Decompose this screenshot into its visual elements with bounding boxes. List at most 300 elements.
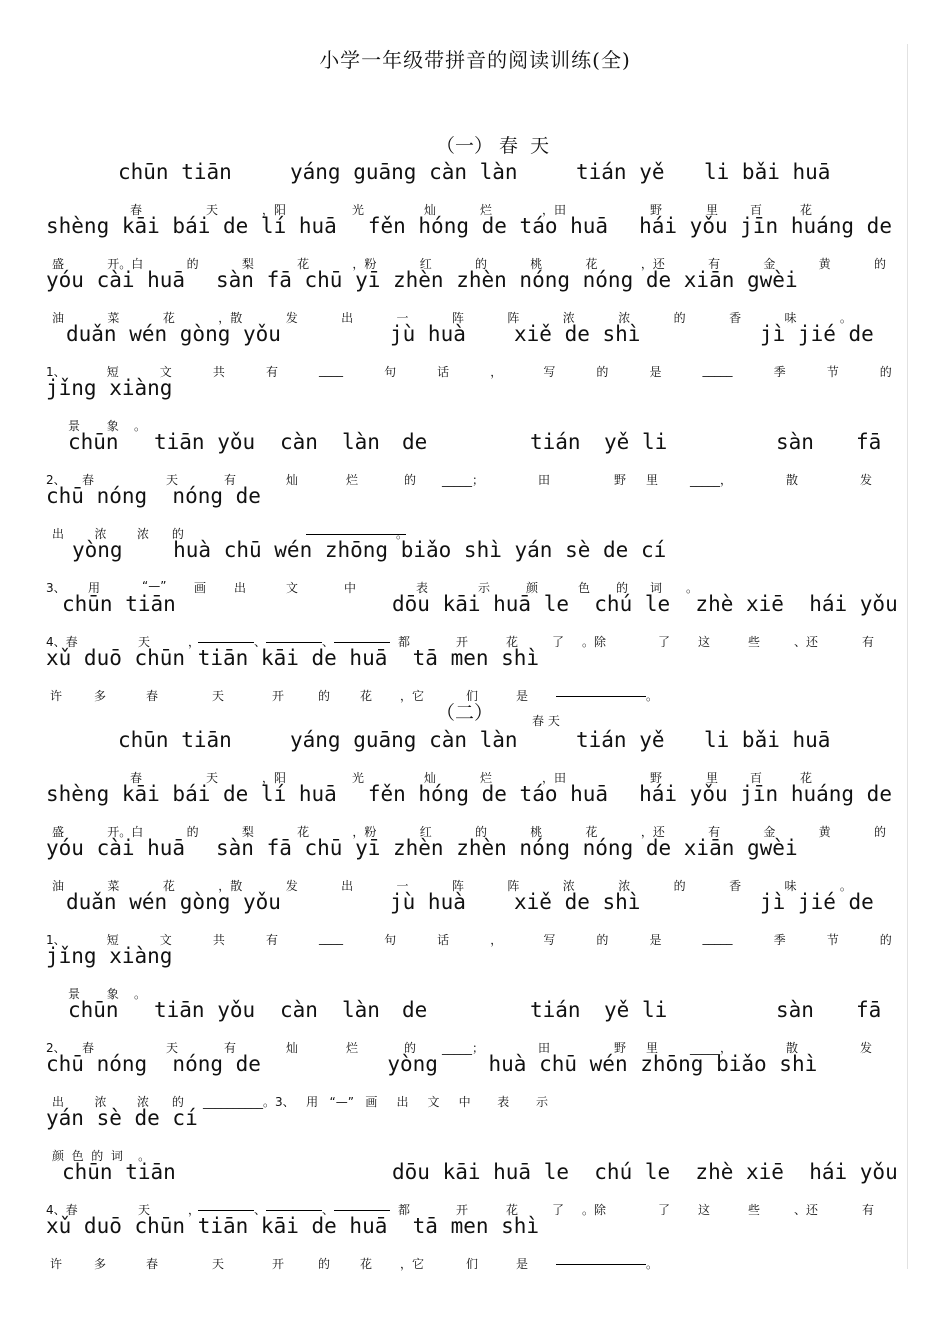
hanzi-char: 画: [194, 581, 207, 595]
pinyin-text: yáng guāng càn làn: [290, 160, 518, 184]
hanzi-char: 浓: [562, 311, 575, 325]
hanzi-char: 天: [166, 1041, 179, 1055]
pinyin-text: yóu cài huā: [46, 836, 186, 860]
pinyin-text: xǔ duō chūn tiān kāi de huā tā men shì: [46, 1214, 540, 1238]
hanzi-char: 文: [159, 933, 172, 947]
pinyin-text: tián: [530, 998, 581, 1022]
answer-blank[interactable]: _____，: [690, 473, 733, 487]
pinyin-text: yán sè de cí: [46, 1106, 198, 1130]
pinyin-text: jù huà: [390, 890, 466, 914]
separator-mark: 、: [254, 635, 267, 649]
hanzi-char: ，阳: [262, 203, 287, 217]
hanzi-char: “—”: [142, 579, 167, 593]
s1-q4-pinyin-2: [46, 646, 892, 674]
pinyin-text: dōu kāi huā le chú le zhè xiē hái yǒu: [392, 1160, 898, 1184]
pinyin-text: chūn tiān: [62, 1160, 176, 1184]
hanzi-char: 桃: [530, 257, 543, 271]
hanzi-char: 有: [862, 1203, 875, 1217]
hanzi-char: 写: [543, 933, 556, 947]
answer-blank[interactable]: _____: [702, 363, 733, 377]
hanzi-char: 写: [543, 365, 556, 379]
hanzi-char: 发: [860, 473, 873, 487]
hanzi-char: 百: [750, 203, 763, 217]
question-number: 1、: [46, 365, 66, 379]
hanzi-char: 的: [673, 879, 686, 893]
pinyin-text: chū nóng nóng de yòng huà chū wén zhōng biǎo shì: [46, 1052, 818, 1076]
hanzi-char: 的: [616, 581, 629, 595]
hanzi-char: 了: [552, 1203, 565, 1217]
hanzi-char: 话: [437, 365, 450, 379]
pinyin-text: yòng huà chū wén zhōng biǎo shì yán sè de cí: [72, 538, 667, 562]
hanzi-char: 花: [297, 825, 310, 839]
hanzi-char: 一: [396, 311, 409, 325]
hanzi-char: 田: [538, 1041, 551, 1055]
hanzi-char: 有: [708, 825, 721, 839]
hanzi-char: 、还: [794, 635, 819, 649]
hanzi-char: 文: [286, 581, 299, 595]
hanzi-char: 的: [404, 1041, 417, 1055]
hanzi-char: 色: [578, 581, 591, 595]
hanzi-char: 花: [506, 1203, 519, 1217]
hanzi-char: 出: [341, 311, 354, 325]
hanzi-char: 味: [784, 311, 797, 325]
hanzi-char: 都: [398, 635, 411, 649]
pinyin-text: xiě de shì: [514, 890, 641, 914]
hanzi-text: 景 象 。: [68, 987, 146, 1001]
pinyin-text: li: [642, 998, 668, 1022]
hanzi-char: 灿: [424, 771, 437, 785]
hanzi-char: 梨: [241, 825, 254, 839]
pinyin-text: càn: [280, 430, 318, 454]
s1-q2-pinyin-2: [46, 484, 892, 512]
hanzi-char: 颜: [526, 581, 539, 595]
hanzi-char: 文: [159, 365, 172, 379]
hanzi-char: 示: [478, 581, 491, 595]
pinyin-text: jù huà: [390, 322, 466, 346]
pinyin-text: yě: [604, 430, 630, 454]
hanzi-char: 春: [82, 473, 95, 487]
hanzi-char: 的: [873, 825, 886, 839]
s2-q1-pinyin: [46, 890, 892, 918]
period-mark: 。: [396, 527, 409, 541]
hanzi-char: 的: [186, 257, 199, 271]
hanzi-char: 春: [146, 689, 159, 703]
hanzi-char: 花: [360, 1257, 373, 1271]
hanzi-char: 春: [146, 1257, 159, 1271]
pinyin-text: xǔ duō chūn tiān kāi de huā tā men shì: [46, 646, 540, 670]
hanzi-char: ，它: [400, 689, 425, 703]
hanzi-text: 颜 色 的 词 。: [52, 1149, 151, 1163]
hanzi-char: 有: [224, 1041, 237, 1055]
hanzi-char: ，田: [542, 771, 567, 785]
hanzi-char: 花: [162, 311, 175, 325]
hanzi-char: 都: [398, 1203, 411, 1217]
hanzi-char: 野: [614, 473, 627, 487]
hanzi-char: 金: [763, 825, 776, 839]
hanzi-char: 黄: [818, 257, 831, 271]
answer-blank[interactable]: [306, 523, 406, 535]
answer-blank[interactable]: [266, 631, 322, 643]
hanzi-char: ，: [188, 1203, 201, 1217]
hanzi-char: ，粉: [352, 257, 377, 271]
pinyin-text: tiān yǒu: [154, 430, 256, 454]
answer-blank[interactable]: [556, 1253, 646, 1265]
answer-blank[interactable]: ____: [319, 931, 344, 945]
separator-mark: 、: [322, 635, 335, 649]
hanzi-char: 菜: [107, 879, 120, 893]
hanzi-char: 梨: [241, 257, 254, 271]
pinyin-text: tián yě: [576, 728, 665, 752]
pinyin-text: li: [642, 430, 668, 454]
pinyin-text: sàn: [776, 998, 814, 1022]
pinyin-text: fěn hóng de táo huā: [367, 782, 609, 806]
pinyin-text: sàn fā chū yī zhèn zhèn nóng nóng de xiān gwèi: [216, 268, 798, 292]
hanzi-char: 词: [650, 581, 663, 595]
hanzi-char: 表: [416, 581, 429, 595]
question-number: 4、春: [46, 1203, 78, 1217]
hanzi-char: ，粉: [352, 825, 377, 839]
pinyin-text: li bǎi huā: [704, 728, 831, 752]
hanzi-char: 了: [658, 1203, 671, 1217]
hanzi-char: 里: [706, 203, 719, 217]
hanzi-char: 句: [384, 933, 397, 947]
hanzi-char: 共: [212, 933, 225, 947]
pinyin-text: sàn fā chū yī zhèn zhèn nóng nóng de xiān gwèi: [216, 836, 798, 860]
hanzi-char: 红: [419, 825, 432, 839]
period-mark: 。: [646, 689, 659, 703]
hanzi-char: 短: [106, 933, 119, 947]
hanzi-char: 桃: [530, 825, 543, 839]
s2-q4-hanzi-2: [46, 1255, 892, 1271]
hanzi-char: 了: [552, 635, 565, 649]
hanzi-char: 灿: [424, 203, 437, 217]
hanzi-char: 发: [285, 311, 298, 325]
hanzi-char: 有: [862, 635, 875, 649]
hanzi-char: 有: [265, 365, 278, 379]
s2-pinyin-line-2: [46, 782, 892, 810]
hanzi-char: 们: [466, 1257, 479, 1271]
answer-blank[interactable]: _____，: [690, 1041, 733, 1055]
hanzi-char: 们: [466, 689, 479, 703]
hanzi-char: 是: [516, 1257, 529, 1271]
hanzi-char: 开: [272, 689, 285, 703]
hanzi-char: 灿: [286, 1041, 299, 1055]
question-number: 2、: [46, 1041, 66, 1055]
hanzi-char: 百: [750, 771, 763, 785]
hanzi-text: 出 浓 浓 的 __________。3、 用 “—” 画 出 文 中 表 示: [52, 1095, 549, 1109]
pinyin-text: shèng kāi bái de lí huā: [46, 782, 337, 806]
hanzi-char: 。除: [582, 1203, 607, 1217]
hanzi-char: 野: [614, 1041, 627, 1055]
page-title: 小学一年级带拼音的阅读训练(全): [319, 48, 631, 72]
pinyin-text: làn: [342, 430, 380, 454]
pinyin-text: xiě de shì: [514, 322, 641, 346]
hanzi-char: ，阳: [262, 771, 287, 785]
pinyin-text: fā: [856, 998, 882, 1022]
hanzi-char: ，: [490, 365, 503, 379]
hanzi-char: 阵: [507, 879, 520, 893]
hanzi-char: 野: [650, 771, 663, 785]
hanzi-char: 多: [94, 1257, 107, 1271]
hanzi-char: ，还: [640, 257, 665, 271]
hanzi-char: 开: [456, 635, 469, 649]
hanzi-char: 季: [773, 933, 786, 947]
hanzi-char: 菜: [107, 311, 120, 325]
s2-q2-pinyin: [46, 998, 892, 1026]
hanzi-char: 话: [437, 933, 450, 947]
hanzi-char: ，田: [542, 203, 567, 217]
pinyin-text: chūn: [68, 430, 119, 454]
page-edge-line: [907, 44, 908, 1269]
hanzi-char: 天: [206, 203, 219, 217]
hanzi-char: 天: [212, 689, 225, 703]
period-mark: 。: [646, 1257, 659, 1271]
pinyin-text: de: [402, 998, 428, 1022]
hanzi-char: 。除: [582, 635, 607, 649]
hanzi-char: 天: [206, 771, 219, 785]
hanzi-char: 用: [88, 581, 101, 595]
s2-q4-pinyin: [46, 1160, 898, 1188]
hanzi-char: 红: [419, 257, 432, 271]
hanzi-char: 节: [826, 365, 839, 379]
hanzi-char: 田: [538, 473, 551, 487]
hanzi-char: 散: [786, 1041, 799, 1055]
pinyin-text: li bǎi huā: [704, 160, 831, 184]
hanzi-char: 的: [404, 473, 417, 487]
pinyin-text: fěn hóng de táo huā: [367, 214, 609, 238]
section-2-heading: （二）: [436, 702, 494, 724]
hanzi-char: 是: [649, 365, 662, 379]
s1-q4-pinyin: [46, 592, 898, 620]
answer-blank[interactable]: _____；: [442, 473, 485, 487]
hanzi-char: 。: [839, 879, 852, 893]
answer-blank[interactable]: ____: [319, 363, 344, 377]
hanzi-char: 里: [706, 771, 719, 785]
question-number: 3、: [46, 581, 66, 595]
hanzi-char: 有: [224, 473, 237, 487]
s2-q3-pinyin: [46, 1106, 892, 1134]
hanzi-char: 开: [272, 1257, 285, 1271]
hanzi-char: 烂: [346, 473, 359, 487]
hanzi-char: 季: [773, 365, 786, 379]
hanzi-char: 油: [52, 311, 65, 325]
answer-blank[interactable]: [198, 1199, 254, 1211]
hanzi-text: 出 浓 浓 的: [52, 527, 184, 541]
hanzi-char: 开。白: [107, 825, 144, 839]
hanzi-char: 发: [285, 879, 298, 893]
hanzi-char: ，它: [400, 1257, 425, 1271]
hanzi-char: 。: [686, 581, 699, 595]
hanzi-char: 花: [585, 825, 598, 839]
hanzi-char: 灿: [286, 473, 299, 487]
hanzi-char: 的: [873, 257, 886, 271]
section-1-heading: （一） 春 天: [436, 135, 550, 157]
pinyin-text: tiān yǒu: [154, 998, 256, 1022]
hanzi-char: 盛: [52, 825, 65, 839]
hanzi-char: 。: [839, 311, 852, 325]
hanzi-char: 花: [297, 257, 310, 271]
pinyin-text: jì jié de: [760, 890, 874, 914]
s2-q4-pinyin-2: [46, 1214, 892, 1242]
pinyin-text: tián: [530, 430, 581, 454]
question-number: 1、: [46, 933, 66, 947]
hanzi-char: 开。白: [107, 257, 144, 271]
s1-q2-pinyin: [46, 430, 892, 458]
pinyin-text: tián yě: [576, 160, 665, 184]
hanzi-char: 烂: [346, 1041, 359, 1055]
hanzi-char: 花: [585, 257, 598, 271]
hanzi-char: 的: [879, 365, 892, 379]
hanzi-char: 了: [658, 635, 671, 649]
heading-text: 春 天: [532, 714, 560, 728]
hanzi-char: 阵: [451, 311, 464, 325]
s1-q1-pinyin: [46, 322, 892, 350]
hanzi-char: 金: [763, 257, 776, 271]
hanzi-char: 花: [360, 689, 373, 703]
hanzi-char: 天: [166, 473, 179, 487]
hanzi-char: 出: [341, 879, 354, 893]
hanzi-char: 的: [596, 365, 609, 379]
hanzi-char: 油: [52, 879, 65, 893]
hanzi-char: ，: [490, 933, 503, 947]
hanzi-char: 共: [212, 365, 225, 379]
s2-pinyin-line-3: [46, 836, 892, 864]
separator-mark: 、: [322, 1203, 335, 1217]
answer-blank[interactable]: [266, 1199, 322, 1211]
pinyin-text: chū nóng nóng de: [46, 484, 261, 508]
s1-q3-pinyin: [46, 538, 892, 566]
hanzi-char: 出: [234, 581, 247, 595]
section-2-subheading: [532, 712, 592, 728]
pinyin-text: càn: [280, 998, 318, 1022]
pinyin-text: chūn tiān: [118, 728, 232, 752]
pinyin-text: dōu kāi huā le chú le zhè xiē hái yǒu: [392, 592, 898, 616]
question-number: 2、: [46, 473, 66, 487]
hanzi-char: ，散: [218, 879, 243, 893]
hanzi-char: ，: [188, 635, 201, 649]
pinyin-text: duǎn wén gòng yǒu: [66, 890, 281, 914]
hanzi-char: 节: [826, 933, 839, 947]
hanzi-char: 些: [748, 635, 761, 649]
pinyin-text: sàn: [776, 430, 814, 454]
pinyin-text: de: [402, 430, 428, 454]
s1-pinyin-line-2: [46, 214, 892, 242]
pinyin-text: chūn tiān: [118, 160, 232, 184]
s2-q2-pinyin-2: [46, 1052, 892, 1080]
hanzi-char: 句: [384, 365, 397, 379]
hanzi-char: 天: [212, 1257, 225, 1271]
answer-blank[interactable]: [556, 685, 646, 697]
answer-blank[interactable]: [334, 1199, 390, 1211]
hanzi-char: 野: [650, 203, 663, 217]
hanzi-char: 花: [800, 203, 813, 217]
hanzi-char: 春: [130, 771, 143, 785]
hanzi-char: 的: [879, 933, 892, 947]
hanzi-char: 香: [729, 879, 742, 893]
hanzi-char: 这: [698, 635, 711, 649]
hanzi-char: 有: [708, 257, 721, 271]
hanzi-char: 些: [748, 1203, 761, 1217]
hanzi-char: 浓: [618, 879, 631, 893]
hanzi-char: 光: [352, 771, 365, 785]
hanzi-char: 阵: [507, 311, 520, 325]
pinyin-text: làn: [342, 998, 380, 1022]
pinyin-text: chūn tiān: [62, 592, 176, 616]
s1-pinyin-line-1: [46, 160, 892, 188]
hanzi-char: 的: [318, 689, 331, 703]
hanzi-char: 香: [729, 311, 742, 325]
answer-blank[interactable]: [198, 631, 254, 643]
pinyin-text: jì jié de: [760, 322, 874, 346]
hanzi-char: 开: [456, 1203, 469, 1217]
hanzi-char: 烂: [480, 203, 493, 217]
pinyin-text: yáng guāng càn làn: [290, 728, 518, 752]
hanzi-char: 的: [474, 825, 487, 839]
pinyin-text: jǐng xiàng: [46, 944, 173, 968]
hanzi-char: 花: [162, 879, 175, 893]
pinyin-text: fā: [856, 430, 882, 454]
hanzi-char: 味: [784, 879, 797, 893]
hanzi-char: 短: [106, 365, 119, 379]
pinyin-text: shèng kāi bái de lí huā: [46, 214, 337, 238]
hanzi-char: 光: [352, 203, 365, 217]
pinyin-text: chūn: [68, 998, 119, 1022]
hanzi-char: 里: [646, 1041, 659, 1055]
hanzi-char: 的: [474, 257, 487, 271]
s2-pinyin-line-1: [46, 728, 892, 756]
hanzi-char: 春: [82, 1041, 95, 1055]
pinyin-text: yóu cài huā: [46, 268, 186, 292]
pinyin-text: yě: [604, 998, 630, 1022]
hanzi-char: 里: [646, 473, 659, 487]
hanzi-char: 是: [516, 689, 529, 703]
hanzi-char: 的: [673, 311, 686, 325]
hanzi-char: ，还: [640, 825, 665, 839]
hanzi-char: 散: [786, 473, 799, 487]
hanzi-char: 是: [649, 933, 662, 947]
hanzi-char: 、还: [794, 1203, 819, 1217]
hanzi-char: 黄: [818, 825, 831, 839]
hanzi-char: 烂: [480, 771, 493, 785]
hanzi-char: 这: [698, 1203, 711, 1217]
hanzi-char: 盛: [52, 257, 65, 271]
hanzi-char: 的: [596, 933, 609, 947]
hanzi-char: 发: [860, 1041, 873, 1055]
hanzi-char: 中: [344, 581, 357, 595]
separator-mark: 、: [254, 1203, 267, 1217]
hanzi-char: 许: [50, 689, 63, 703]
pinyin-text: hái yǒu jīn huáng de: [639, 214, 892, 238]
hanzi-char: 有: [265, 933, 278, 947]
s2-q1-pinyin-2: [46, 944, 892, 972]
hanzi-char: ，散: [218, 311, 243, 325]
answer-blank[interactable]: [334, 631, 390, 643]
answer-blank[interactable]: _____: [702, 931, 733, 945]
hanzi-char: 一: [396, 879, 409, 893]
question-number: 4、春: [46, 635, 78, 649]
hanzi-char: 的: [318, 1257, 331, 1271]
hanzi-char: 浓: [562, 879, 575, 893]
hanzi-char: 花: [506, 635, 519, 649]
pinyin-text: hái yǒu jīn huáng de: [639, 782, 892, 806]
hanzi-char: 天: [138, 1203, 151, 1217]
hanzi-char: 浓: [618, 311, 631, 325]
answer-blank[interactable]: _____；: [442, 1041, 485, 1055]
hanzi-char: 许: [50, 1257, 63, 1271]
hanzi-char: 多: [94, 689, 107, 703]
hanzi-char: 天: [138, 635, 151, 649]
hanzi-char: 阵: [451, 879, 464, 893]
